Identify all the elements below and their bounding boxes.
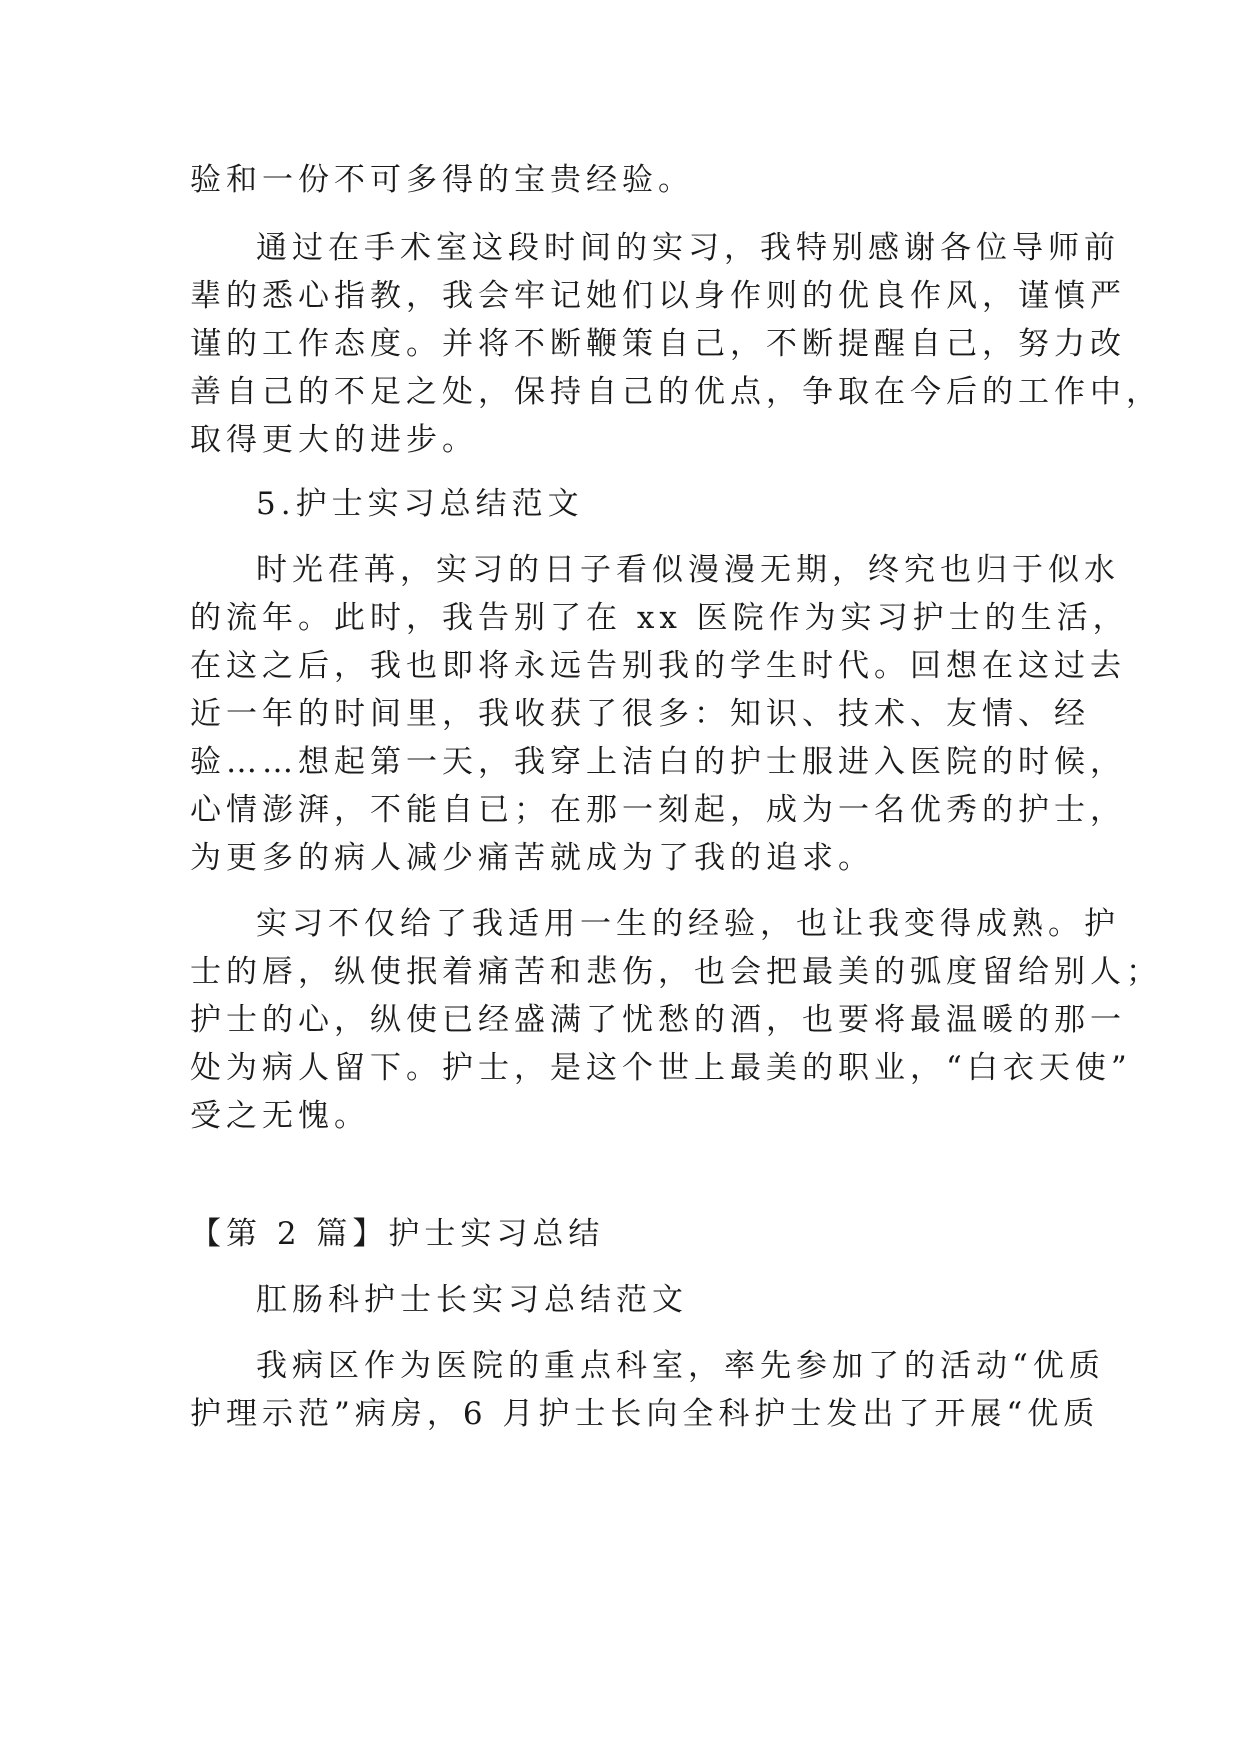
section-heading: 5.护士实习总结范文	[256, 486, 584, 522]
paragraph-line: 谨的工作态度。并将不断鞭策自己，不断提醒自己，努力改	[190, 326, 1126, 362]
article-title: 肛肠科护士长实习总结范文	[256, 1282, 688, 1318]
paragraph-line: 为更多的病人减少痛苦就成为了我的追求。	[190, 840, 874, 876]
paragraph-line: 处为病人留下。护士，是这个世上最美的职业，“白衣天使”	[190, 1050, 1132, 1086]
paragraph-line: 心情澎湃，不能自已；在那一刻起，成为一名优秀的护士，	[190, 792, 1126, 828]
paragraph-line: 的流年。此时，我告别了在 xx 医院作为实习护士的生活，	[190, 600, 1129, 636]
paragraph-line: 善自己的不足之处，保持自己的优点，争取在今后的工作中，	[190, 374, 1162, 410]
paragraph-line: 近一年的时间里，我收获了很多：知识、技术、友情、经	[190, 696, 1090, 732]
paragraph-line: 我病区作为医院的重点科室，率先参加了的活动“优质	[256, 1348, 1105, 1384]
paragraph-line: 受之无愧。	[190, 1098, 370, 1134]
paragraph-line: 取得更大的进步。	[190, 422, 478, 458]
paragraph-line: 通过在手术室这段时间的实习，我特别感谢各位导师前	[256, 230, 1120, 266]
paragraph-line: 护理示范”病房，6 月护士长向全科护士发出了开展“优质	[190, 1396, 1100, 1432]
paragraph-line: 验和一份不可多得的宝贵经验。	[190, 162, 694, 198]
paragraph-line: 士的唇，纵使抿着痛苦和悲伤，也会把最美的弧度留给别人；	[190, 954, 1162, 990]
paragraph-line: 验……想起第一天，我穿上洁白的护士服进入医院的时候，	[190, 744, 1126, 780]
paragraph-line: 实习不仅给了我适用一生的经验，也让我变得成熟。护	[256, 906, 1120, 942]
paragraph-line: 时光荏苒，实习的日子看似漫漫无期，终究也归于似水	[256, 552, 1120, 588]
paragraph-line: 辈的悉心指教，我会牢记她们以身作则的优良作风，谨慎严	[190, 278, 1126, 314]
paragraph-line: 护士的心，纵使已经盛满了忧愁的酒，也要将最温暖的那一	[190, 1002, 1126, 1038]
paragraph-line: 在这之后，我也即将永远告别我的学生时代。回想在这过去	[190, 648, 1126, 684]
chapter-heading: 【第 2 篇】护士实习总结	[190, 1216, 605, 1252]
